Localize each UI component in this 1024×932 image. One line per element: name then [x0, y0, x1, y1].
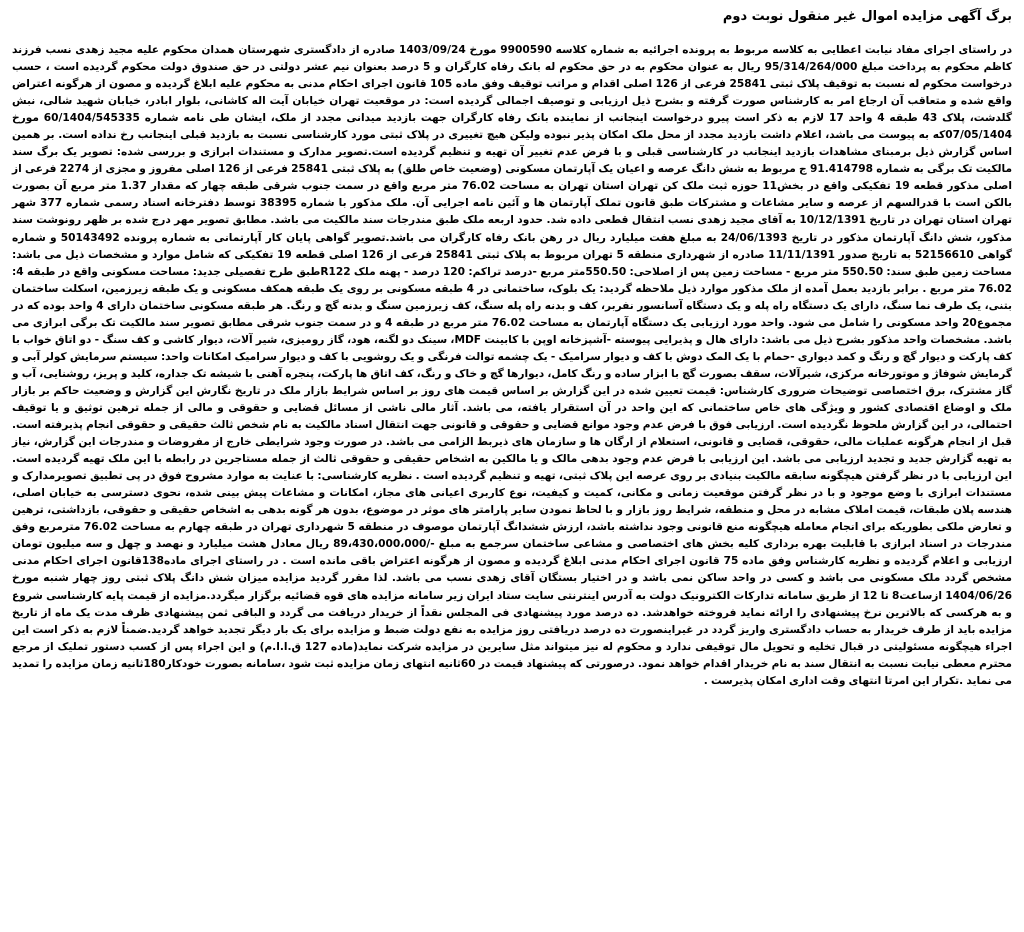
notice-title: برگ آگهی مزایده اموال غیر منقول نوبت دوم: [722, 9, 1012, 24]
auction-notice: [12, 8, 1012, 926]
notice-body: در راستای اجرای مفاد نیابت اعطایی به کلاسه مربوط به پرونده اجرائیه به شماره کلاسه 9900590 مورخ 1403/09/24 صادره از دادگستری شهرستان همدان محکوم علیه مجید زهدی نسب فرزند کاظم محکوم به پرداخت مبلغ 95/314/264/000 ریال به عنوان محکوم به در حق محکوم له بانک رفاه کارگران و 5 درصد بعنوان نیم عشر دولتی در حق صندوق دولت محکوم گردیده است ، حسب درخواست محکوم له نسبت به توقیف پلاک ثبتی 25841 فرعی از 126 اصلی اقدام و مراتب توقیف وفق ماده 105 قانون اجرای احکام مدنی به محکوم علیه ابلاغ گردیده و مصون از هرگونه اعتراض واقع شده و متعاقب آن ارجاع امر به کارشناس صورت گرفته و بشرح ذیل ارزیابی و توصیف اجمالی گردیده است: در موقعیت تهران خیابان آیت اله کاشانی، بلوار ابادر، خیابان شهید شالی، نبش گلدشت، پلاک 43 طبقه 4 واحد 17 لازم به ذکر است پیرو درخواست اینجانب از نماینده بانک رفاه کارگران جهت بازدید میدانی مجدد از ملک، ایشان طی نامه شماره 60/1404/545335 مورخ 07/05/1404که به پیوست می باشد، اعلام داشت بازدید مجدد از محل ملک امکان پذیر نبوده ولیکن هیچ تغییری در پلاک ثبتی مورد کارشناسی نسبت به بازدید قبلی اینجانب رخ نداده است. بر همین اساس گزارش ذیل برمبنای مشاهدات بازدید اینجانب در کارشناسی قبلی و با فرض عدم تغییر آن تهیه و تنظیم گردیده است.تصویر مدارک و مستندات ابرازی و بررسی شده: تصویر یک برگ سند مالکیت تک برگی به شماره 91.414798 ج مربوط به شش دانگ عرصه و اعیان یک آپارتمان مسکونی (وضعیت خاص طلق) به پلاک ثبتی 25841 فرعی از 126 اصلی مفروز و مجزی از 2274 فرعی از اصلی مذکور قطعه 19 تفکیکی واقع در بخش11 حوزه ثبت ملک کن تهران استان تهران به مساحت 76.02 متر مربع واقع در سمت جنوب شرقی طبقه چهار که مقدار 1.37 متر مربع آن بصورت بالکن است با قدرالسهم از عرصه و سایر مشاعات و مشترکات طبق قانون تملک آپارتمان ها و آئین نامه اجرایی آن. ملک مذکور با شماره 38395 توسط دفترخانه اسناد رسمی شماره 377 شهر تهران استان تهران در تاریخ 10/12/1391 به آقای مجید زهدی نسب انتقال قطعی داده شد. حدود اربعه ملک طبق مندرجات سند مالکیت می باشد. مطابق تصویر مهر درج شده بر ظهر رونوشت سند مذکور، شش دانگ آپارتمان مذکور در تاریخ 24/06/1393 به مبلغ هفت میلیارد ریال در رهن بانک رفاه کارگران می باشد.تصویر گواهی پایان کار آپارتمانی به شماره پرونده 50143492 و شماره گواهی 52156610 به تاریخ صدور 11/11/1391 صادره از شهرداری منطقه 5 تهران مربوط به پلاک ثبتی 25841 فرعی از 126 اصلی قطعه 19 تفکیکی که شامل موارد و مشخصات ذیل می باشد: مساحت زمین طبق سند: 550.50 متر مربع - مساحت زمین پس از اصلاحی: 550.50متر مربع -درصد تراکم: 120 درصد - پهنه ملک R122طبق طرح تفصیلی جدید: مساحت مسکونی واقع در طبقه 4: 76.02 متر مربع . برابر بازدید بعمل آمده از ملک مذکور موارد ذیل ملاحظه گردید: یک بلوک، ساختمانی در 4 طبقه مسکونی بر روی یک طبقه همکف مسکونی و یک طبقه زیرزمین، اسکلت ساختمان بتنی، یک طرف نما سنگ، دارای یک دستگاه راه پله و یک دستگاه آسانسور نفربر، کف و بدنه راه پله سنگ، کف زیرزمین سنگ و بدنه گچ و رنگ. هر طبقه مسکونی ساختمان دارای 4 واحد بوده که در مجموع20 واحد مسکونی را شامل می شود. واحد مورد ارزیابی یک دستگاه آپارتمان به مساحت 76.02 متر مربع در طبقه 4 و در سمت جنوب شرقی مطابق تصویر سند مالکیت تک برگی ابرازی می باشد. مشخصات واحد مذکور بشرح ذیل می باشد: دارای هال و پذیرایی پیوسته -آشپزخانه اوپن با کابینت MDF، سینک دو لگنه، هود، گاز رومیزی، شیر آلات، دیوار کاشی و کف سنگ - دو اتاق خواب با کف پارکت و دیوار گچ و رنگ و کمد دیواری -حمام با یک المک دوش با کف و دیوار سرامیک - یک چشمه توالت فرنگی و یک روشویی با کف و دیوار سرامیک امکانات واحد: سیستم سرمایش کولر آبی و گرمایش شوفاژ و موتورخانه مرکزی، شیرآلات، سقف بصورت گچ با ابزار ساده و رنگ کامل، دیوارها گچ و خاک و رنگ، کف اتاق ها پارکت، پنجره آهنی با شیشه تک جداره، کلید و پریز، روشنایی، آب و گاز مشترک، برق اختصاصی توضیحات ضروری کارشناس: قیمت تعیین شده در این گزارش بر اساس قیمت های روز بر اساس شرایط بازار ملک در تاریخ نگارش این گزارش و وضعیت حاکم بر بازار ملک و اوضاع اقتصادی کشور و ویژگی های خاص ساختمانی که این واحد در آن استقرار یافته، می باشد. آثار مالی ناشی از مسائل قضایی و حقوقی و مالی از جمله ترهین توثیق و یا توقیف احتمالی، در این گزارش ملحوظ نگردیده است. ارزیابی فوق با فرض عدم وجود موانع قضایی و حقوقی و قانونی جهت انتقال اسناد مالکیت به نام شخص ثالث حقیقی و حقوقی انجام پذیرفته است. قبل از انجام هرگونه عملیات مالی، حقوقی، قضایی و قانونی، استعلام از ارگان ها و سازمان های ذیربط الزامی می باشد. در صورت وجود شرایطی خارج از مفروضات و مندرجات این گزارش، نیاز به تهیه گزارش جدید و تجدید ارزیابی می باشد. این ارزیابی با فرض عدم وجود بدهی مالک و یا مالکین به اشخاص حقیقی و حقوقی ثالث از جمله مستاجرین در رابطه با این ملک تهیه گردیده است. این ارزیابی با در نظر گرفتن هیچگونه سابقه مالکیت بنیادی بر روی عرصه این پلاک ثبتی، تهیه و تنظیم گردیده است . نظریه کارشناسی: با عنایت به موارد مشروح فوق در پی تطبیق تصویرمدارک و مستندات ابرازی با وضع موجود و با در نظر گرفتن موقعیت زمانی و مکانی، کمیت و کیفیت، نوع کاربری اعیانی های مجاز، امکانات و مشاعات پیش بینی شده، نحوی دسترسی به خیابان اصلی، هندسه پلان طبقات، قیمت املاک مشابه در محل و منطقه، شرایط روز بازار و با لحاظ نمودن سایر پارامتر های موثر در موضوع، بدون هر گونه بدهی به اشخاص حقیقی و حقوقی، بازداشتی، ترهین و تعارض ملکی بطوریکه برای انجام معامله هیچگونه منع قانونی وجود نداشته باشد، ارزش ششدانگ آپارتمان موصوف در منطقه 5 شهرداری تهران در طبقه چهارم به مساحت 76.02 مترمربع وفق مندرجات در اسناد ابرازی با قابلیت بهره برداری کلیه بخش های اختصاصی و مشاعی ساختمان سرجمع به مبلغ -/89،430،000،000 ریال معادل هشت میلیارد و نهصد و چهل و سه میلیون تومان ارزیابی و اعلام گردیده و نظریه کارشناس وفق ماده 75 قانون اجرای احکام مدنی ابلاغ گردیده و مصون از هرگونه اعتراض باقی مانده است . در راستای اجرای ماده138قانون اجرای احکام مدنی مشخص گردد ملک مسکونی می باشد و کسی در واحد ساکن نمی باشد و در اختیار بستگان آقای زهدی نسب می باشد. لذا مقرر گردید مزایده میزان شش دانگ پلاک ثبتی روز چهار شنبه مورخ 1404/06/26 ازساعت8 تا 12 از طریق سامانه تدارکات الکترونیک دولت به آدرس اینترنتی سایت ستاد ایران زیر سامانه مزایده های قوه قضائیه برگزار میگردد.مزایده از قیمت پایه کارشناسی شروع و به هرکسی که بالاترین نرخ پیشنهادی را ارائه نماید فروخته خواهدشد. ده درصد مورد پیشنهادی فی المجلس نقداً از خریدار دریافت می گردد و الباقی ثمن پیشنهادی ظرف مدت یک ماه از تاریخ مزایده باید از طرف خریدار به حساب دادگستری واریز گردد در غیراینصورت ده درصد دریافتی روز مزایده به نفع دولت ضبط و مزایده برای یک بار دیگر تجدید خواهد گردید.ضمناً لازم به ذکر است این اجراء هیچگونه مسئولیتی در قبال تخلیه و تحویل مال توقیفی ندارد و محکوم له نیز میتواند مثل سایرین در مزایده شرکت نماید(ماده 127 ق.ا.ا.م) و این اجراء پس از کسب دستور تملیک از مرجع محترم معطی نیابت نسبت به انتقال سند به نام خریدار اقدام خواهد نمود. درصورتی که پیشنهاد قیمت در 60ثانیه انتهای زمان مزایده ثبت شود ،سامانه بصورت خودکار180ثانیه زمان مزایده را تمدید می نماید .تکرار این امرتا انتهای وقت اداری امکان پذیرست .: [12, 44, 1013, 687]
